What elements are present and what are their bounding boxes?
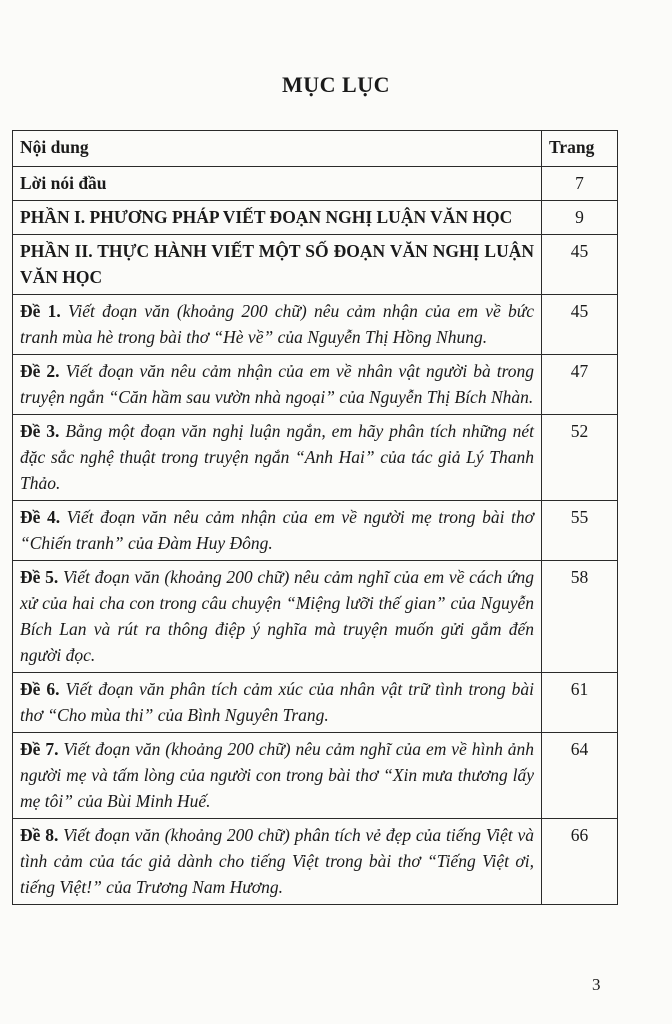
toc-row	[13, 501, 618, 561]
toc-entry	[13, 295, 542, 355]
page-column-header: Trang	[542, 131, 618, 167]
toc-page-number: 45	[542, 295, 618, 355]
page-number: 3	[592, 975, 601, 994]
exercise-text: Viết đoạn văn nêu cảm nhận của em về người mẹ trong bài thơ “Chiến tranh” của Đàm Huy Đông.	[20, 507, 534, 553]
toc-row	[13, 355, 618, 415]
toc-page-number: 45	[542, 235, 618, 295]
toc-page-number: 7	[542, 167, 618, 201]
toc-page-number: 52	[542, 415, 618, 501]
exercise-label: Đề 2.	[20, 361, 60, 381]
toc-row	[13, 201, 618, 235]
content-column-header: Nội dung	[13, 131, 542, 167]
exercise-label: Đề 6.	[20, 679, 60, 699]
exercise-label: Đề 3.	[20, 421, 60, 441]
toc-body	[13, 167, 618, 905]
toc-entry	[13, 501, 542, 561]
toc-header-row	[13, 131, 618, 167]
toc-row	[13, 733, 618, 819]
table-of-contents	[12, 130, 618, 905]
toc-page-number: 58	[542, 561, 618, 673]
exercise-text: Viết đoạn văn nêu cảm nhận của em về nhân vật người bà trong truyện ngắn “Căn hầm sau vườn nhà ngoại” của Nguyễn Thị Bích Nhàn.	[20, 361, 535, 407]
toc-page-number: 55	[542, 501, 618, 561]
toc-row	[13, 415, 618, 501]
toc-row	[13, 235, 618, 295]
toc-row	[13, 295, 618, 355]
toc-entry	[13, 819, 542, 905]
exercise-label: Đề 4.	[20, 507, 61, 527]
exercise-label: Đề 8.	[20, 825, 59, 845]
toc-page-number: 61	[542, 673, 618, 733]
toc-entry	[13, 673, 542, 733]
toc-page-number: 47	[542, 355, 618, 415]
exercise-text: Viết đoạn văn phân tích cảm xúc của nhân vật trữ tình trong bài thơ “Cho mùa thi” của Bình Nguyên Trang.	[20, 679, 535, 725]
toc-page-number: 9	[542, 201, 618, 235]
toc-row	[13, 819, 618, 905]
exercise-label: Đề 5.	[20, 567, 59, 587]
exercise-text: Viết đoạn văn (khoảng 200 chữ) nêu cảm nghĩ của em về cách ứng xử của hai cha con trong câu chuyện “Miệng lưỡi thế gian” của Nguyễn Bích Lan và rút ra thông điệp ý nghĩa mà truyện muốn gửi gắm đến người đọc.	[20, 567, 534, 665]
toc-row	[13, 167, 618, 201]
page-title: MỤC LỤC	[282, 72, 390, 97]
exercise-text: Bằng một đoạn văn nghị luận ngắn, em hãy phân tích những nét đặc sắc nghệ thuật trong truyện ngắn “Anh Hai” của tác giả Lý Thanh Thảo.	[20, 421, 535, 493]
toc-page-number: 66	[542, 819, 618, 905]
toc-entry	[13, 733, 542, 819]
toc-entry: Lời nói đầu	[13, 167, 542, 201]
exercise-label: Đề 1.	[20, 301, 61, 321]
toc-page-number: 64	[542, 733, 618, 819]
toc-entry	[13, 561, 542, 673]
toc-row	[13, 673, 618, 733]
exercise-label: Đề 7.	[20, 739, 59, 759]
exercise-text: Viết đoạn văn (khoảng 200 chữ) phân tích vẻ đẹp của tiếng Việt và tình cảm của tác giả dành cho tiếng Việt trong bài thơ “Tiếng Việt ơi, tiếng Việt!” của Trương Nam Hương.	[20, 825, 535, 897]
toc-entry: PHẦN I. PHƯƠNG PHÁP VIẾT ĐOẠN NGHỊ LUẬN VĂN HỌC	[13, 201, 542, 235]
exercise-text: Viết đoạn văn (khoảng 200 chữ) nêu cảm nghĩ của em về hình ảnh người mẹ và tấm lòng của người con trong bài thơ “Xin mưa thương lấy mẹ tôi” của Bùi Minh Huế.	[20, 739, 535, 811]
toc-entry	[13, 355, 542, 415]
toc-entry	[13, 415, 542, 501]
exercise-text: Viết đoạn văn (khoảng 200 chữ) nêu cảm nhận của em về bức tranh mùa hè trong bài thơ “Hè về” của Nguyễn Thị Hồng Nhung.	[20, 301, 535, 347]
toc-entry: PHẦN II. THỰC HÀNH VIẾT MỘT SỐ ĐOẠN VĂN NGHỊ LUẬN VĂN HỌC	[13, 235, 542, 295]
toc-row	[13, 561, 618, 673]
